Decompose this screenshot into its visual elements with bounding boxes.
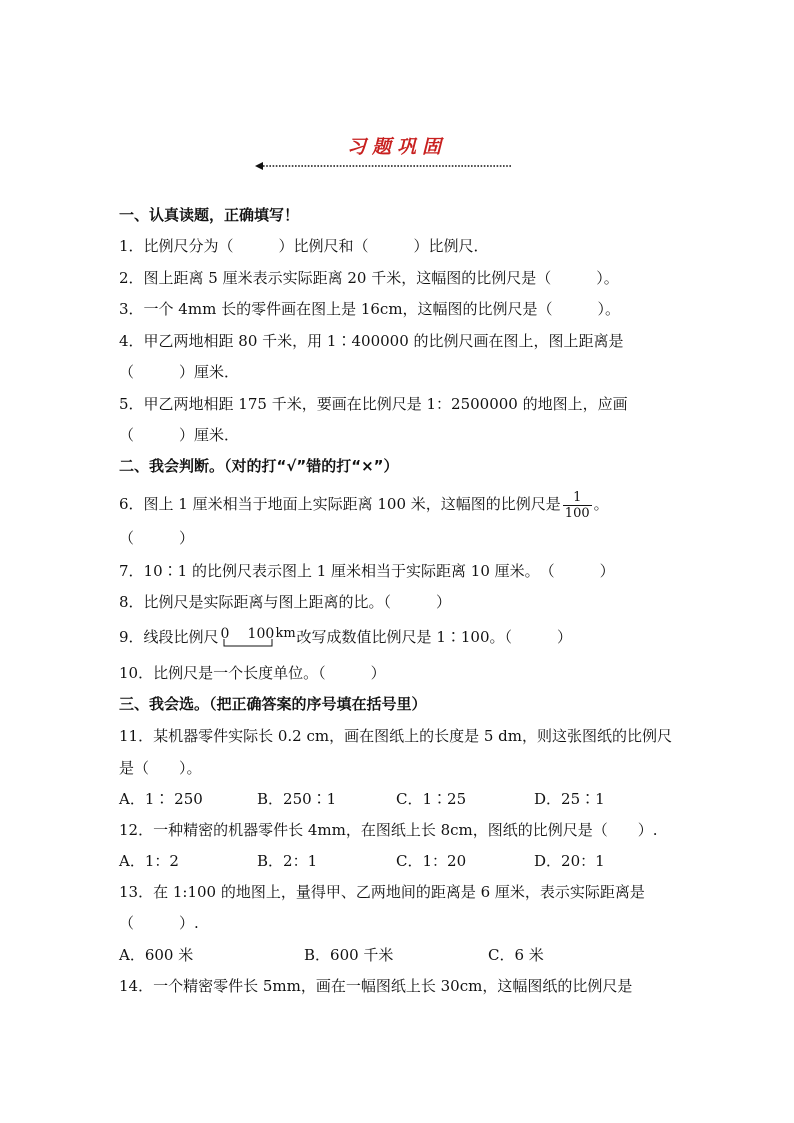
question-9 xyxy=(119,626,572,649)
question-7: 7．10∶1 的比例尺表示图上 1 厘米相当于实际距离 10 厘米。 （ ） xyxy=(119,562,615,580)
q13-option-b: B．600 千米 xyxy=(304,946,394,964)
question-11-line2: 是（ ）。 xyxy=(119,759,202,777)
q12-option-c: C．1：20 xyxy=(396,852,467,870)
question-5-line1: 5．甲乙两地相距 175 千米，要画在比例尺是 1：2500000 的地图上，应画 xyxy=(119,395,628,413)
question-11-line1: 11．某机器零件实际长 0.2 cm，画在图纸上的长度是 5 dm，则这张图纸的比例尺 xyxy=(119,727,673,745)
q11-option-c: C．1∶25 xyxy=(396,790,467,808)
q13-option-c: C．6 米 xyxy=(488,946,544,964)
question-10: 10．比例尺是一个长度单位。（ ） xyxy=(119,664,386,682)
question-4-line2: （ ）厘米． xyxy=(119,363,240,381)
title-underline-arrow-icon xyxy=(255,160,513,172)
question-5-line2: （ ）厘米． xyxy=(119,426,240,444)
q13-option-a: A．600 米 xyxy=(119,946,194,964)
q12-option-b: B．2：1 xyxy=(257,852,318,870)
q11-option-a: A．1∶ 250 xyxy=(119,790,203,808)
question-13-line2: （ ）. xyxy=(119,914,199,932)
question-4-line1: 4．甲乙两地相距 80 千米，用 1∶400000 的比例尺画在图上，图上距离是 xyxy=(119,332,624,350)
question-1: 1．比例尺分为（ ）比例尺和（ ）比例尺． xyxy=(119,237,489,255)
question-6-line1 xyxy=(119,486,609,522)
fraction-denominator: 100 xyxy=(564,505,590,521)
section2-heading: 二、我会判断。（对的打“√”错的打“×”） xyxy=(119,457,399,475)
question-3: 3．一个 4mm 长的零件画在图上是 16cm，这幅图的比例尺是（ ）。 xyxy=(119,300,621,318)
line-segment-scale xyxy=(221,627,295,649)
question-9-suffix: 改写成数值比例尺是 1∶100。（ ） xyxy=(296,628,572,646)
q12-option-a: A．1：2 xyxy=(119,852,179,870)
question-6-text: 6．图上 1 厘米相当于地面上实际距离 100 米，这幅图的比例尺是 xyxy=(119,495,561,513)
question-14: 14．一个精密零件长 5mm，画在一幅图纸上长 30cm，这幅图纸的比例尺是 xyxy=(119,977,633,995)
question-6-answer: （ ） xyxy=(119,529,195,547)
section1-heading: 一、认真读题，正确填写！ xyxy=(119,206,300,224)
question-6-end: 。 xyxy=(593,495,609,513)
question-9-prefix: 9．线段比例尺 xyxy=(119,628,219,646)
question-8: 8．比例尺是实际距离与图上距离的比。（ ） xyxy=(119,593,452,611)
question-13-line1: 13．在 1:100 的地图上，量得甲、乙两地间的距离是 6 厘米，表示实际距离是 xyxy=(119,883,645,901)
question-2: 2．图上距离 5 厘米表示实际距离 20 千米，这幅图的比例尺是（ ）。 xyxy=(119,269,619,287)
q11-option-b: B．250∶1 xyxy=(257,790,337,808)
q11-option-d: D．25∶1 xyxy=(534,790,605,808)
page-title: 习题巩固 xyxy=(346,136,447,158)
question-12: 12．一种精密的机器零件长 4mm，在图纸上长 8cm，图纸的比例尺是（ ）. xyxy=(119,821,658,839)
fraction-numerator: 1 xyxy=(563,490,592,506)
scale-unit: km xyxy=(275,626,296,641)
section3-heading: 三、我会选。（把正确答案的序号填在括号里） xyxy=(119,695,427,713)
fraction-1-100 xyxy=(563,490,592,521)
scale-hundred: 100 xyxy=(247,626,275,642)
scale-zero: 0 xyxy=(220,626,230,642)
q12-option-d: D．20：1 xyxy=(534,852,605,870)
